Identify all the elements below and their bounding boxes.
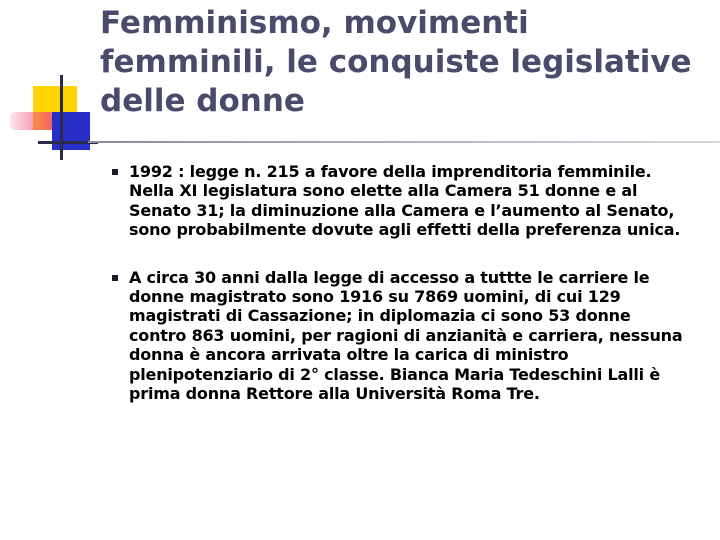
- bullet-item: [112, 268, 692, 404]
- bullet-item: [112, 162, 692, 240]
- red-bar: [10, 112, 55, 130]
- bullet-text: 1992 : legge n. 215 a favore della imprenditoria femminile. Nella XI legislatura sono elette alla Camera 51 donne e al Senato 31; la diminuzione alla Camera e l’aumento al Senato, sono probabilmente dovute agli effetti della preferenza unica.: [129, 162, 681, 240]
- bullet-text: A circa 30 anni dalla legge di accesso a tuttte le carriere le donne magistrato sono 1916 su 7869 uomini, di cui 129 magistrati di Cassazione; in diplomazia ci sono 53 donne contro 863 uomini, per ragioni di anzianità e carriera, nessuna donna è ancora arrivata oltre la carica di ministro plenipotenziario di 2° classe. Bianca Maria Tedeschini Lalli è prima donna Rettore alla Università Roma Tre.: [129, 267, 683, 404]
- slide-title: Femminismo, movimenti femminili, le conquiste legislative delle donne: [100, 5, 692, 119]
- bullet-list: [112, 162, 692, 431]
- blue-square: [52, 112, 90, 150]
- title-divider: [88, 141, 720, 143]
- bullet-marker-icon: [112, 169, 118, 175]
- vertical-line: [60, 75, 63, 160]
- bullet-marker-icon: [112, 275, 118, 281]
